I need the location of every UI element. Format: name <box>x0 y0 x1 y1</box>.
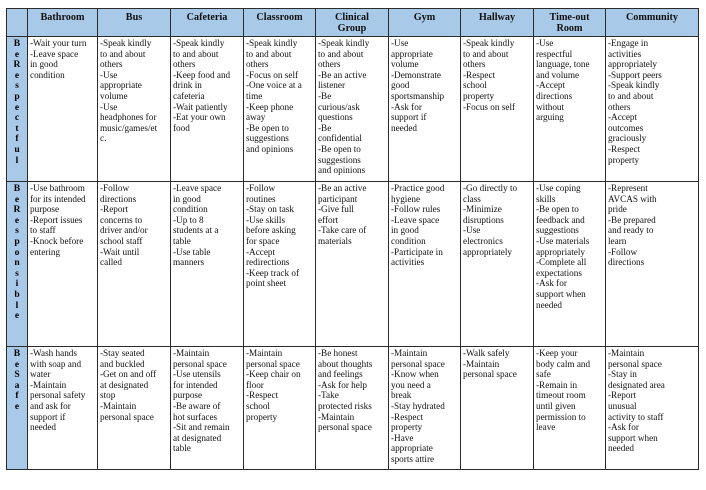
cell-responsible-bus: -Follow directions -Report concerns to driver and/or school staff -Wait until called <box>98 182 171 347</box>
row-be-responsible <box>7 182 699 347</box>
cell-responsible-classroom: -Follow routines -Stay on task -Use skills before asking for space -Accept redirections -Keep track of point sheet <box>244 182 316 347</box>
cell-safe-gym: -Maintain personal space -Know when you need a break -Stay hydrated -Respect property -Have appropriate sports attire <box>389 347 461 470</box>
behavior-expectations-table <box>6 8 699 470</box>
row-label-text: B e S a f e <box>13 348 21 412</box>
cell-respectful-time-out-room: -Use respectful language, tone and volume -Accept directions without arguing <box>534 37 606 182</box>
cell-responsible-cafeteria: -Leave space in good condition -Up to 8 students at a table -Use table manners <box>171 182 244 347</box>
cell-respectful-bus: -Speak kindly to and about others -Use appropriate volume -Use headphones for music/games/et c. <box>98 37 171 182</box>
row-label-be-safe <box>7 347 28 470</box>
row-label-be-respectful <box>7 37 28 182</box>
header-hallway: Hallway <box>461 9 534 37</box>
header-cafeteria: Cafeteria <box>171 9 244 37</box>
cell-responsible-community: -Represent AVCAS with pride -Be prepared and ready to learn -Follow directions <box>606 182 699 347</box>
cell-responsible-gym: -Practice good hygiene -Follow rules -Leave space in good condition -Participate in activities <box>389 182 461 347</box>
row-label-text: B e R e s p e c t f u l <box>13 38 21 166</box>
cell-safe-community: -Maintain personal space -Stay in designated area -Report unusual activity to staff -Ask for support when needed <box>606 347 699 470</box>
row-label-text: B e R e s p o n s i b l e <box>13 183 21 322</box>
cell-respectful-community: -Engage in activities appropriately -Support peers -Speak kindly to and about others -Accept outcomes graciously -Respect property <box>606 37 699 182</box>
cell-respectful-gym: -Use appropriate volume -Demonstrate good sportsmanship -Ask for support if needed <box>389 37 461 182</box>
header-community: Community <box>606 9 699 37</box>
cell-safe-classroom: -Maintain personal space -Keep chair on floor -Respect school property <box>244 347 316 470</box>
cell-respectful-clinical-group: -Speak kindly to and about others -Be an active listener -Be curious/ask questions -Be confidential -Be open to suggestions and opinions <box>316 37 389 182</box>
header-clinical-group: Clinical Group <box>316 9 389 37</box>
cell-respectful-hallway: -Speak kindly to and about others -Respect school property -Focus on self <box>461 37 534 182</box>
cell-respectful-cafeteria: -Speak kindly to and about others -Keep food and drink in cafeteria -Wait patiently -Eat your own food <box>171 37 244 182</box>
row-label-be-responsible <box>7 182 28 347</box>
cell-responsible-bathroom: -Use bathroom for its intended purpose -Report issues to staff -Knock before entering <box>28 182 98 347</box>
cell-safe-time-out-room: -Keep your body calm and safe -Remain in timeout room until given permission to leave <box>534 347 606 470</box>
expectations-matrix-container <box>6 8 699 470</box>
header-classroom: Classroom <box>244 9 316 37</box>
cell-responsible-clinical-group: -Be an active participant -Give full effort -Take care of materials <box>316 182 389 347</box>
header-time-out-room: Time-out Room <box>534 9 606 37</box>
cell-safe-hallway: -Walk safely -Maintain personal space <box>461 347 534 470</box>
header-bus: Bus <box>98 9 171 37</box>
cell-respectful-bathroom: -Wait your turn -Leave space in good condition <box>28 37 98 182</box>
header-row <box>7 9 699 37</box>
cell-safe-bus: -Stay seated and buckled -Get on and off at designated stop -Maintain personal space <box>98 347 171 470</box>
cell-responsible-time-out-room: -Use coping skills -Be open to feedback and suggestions -Use materials appropriately -Complete all expectations -Ask for support when needed <box>534 182 606 347</box>
cell-safe-bathroom: -Wash hands with soap and water -Maintain personal safety and ask for support if needed <box>28 347 98 470</box>
cell-respectful-classroom: -Speak kindly to and about others -Focus on self -One voice at a time -Keep phone away -Be open to suggestions and opinions <box>244 37 316 182</box>
row-be-safe <box>7 347 699 470</box>
corner-cell <box>7 9 28 37</box>
row-be-respectful <box>7 37 699 182</box>
header-gym: Gym <box>389 9 461 37</box>
header-bathroom: Bathroom <box>28 9 98 37</box>
cell-responsible-hallway: -Go directly to class -Minimize disruptions -Use electronics appropriately <box>461 182 534 347</box>
cell-safe-clinical-group: -Be honest about thoughts and feelings -Ask for help -Take protected risks -Maintain personal space <box>316 347 389 470</box>
cell-safe-cafeteria: -Maintain personal space -Use utensils for intended purpose -Be aware of hot surfaces -Sit and remain at designated table <box>171 347 244 470</box>
